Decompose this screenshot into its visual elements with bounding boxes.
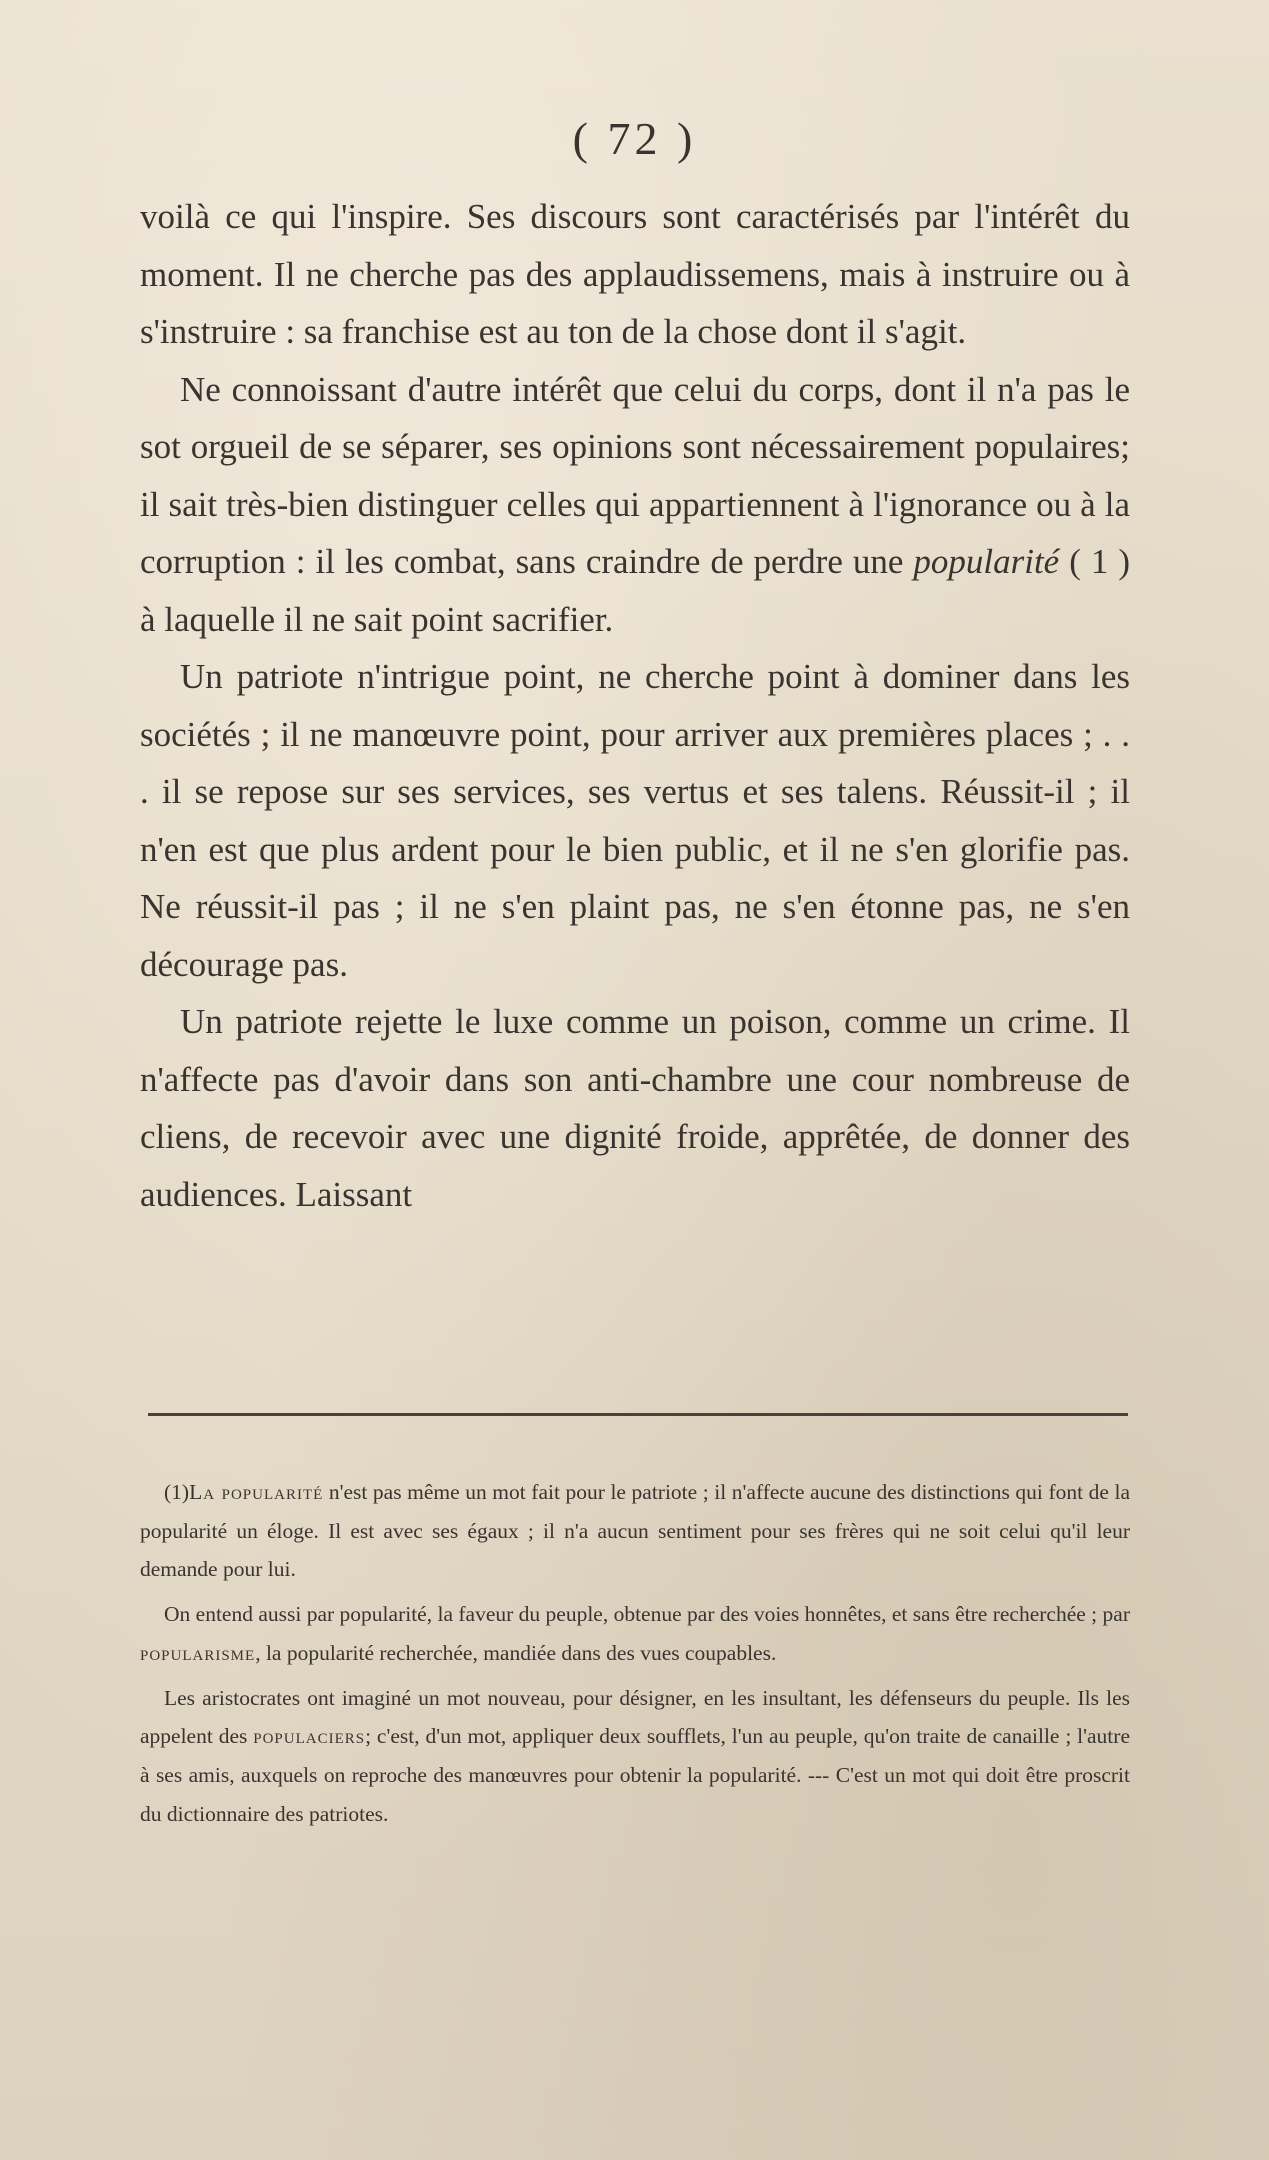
footnotes [140, 1473, 1130, 1839]
main-text [140, 188, 1130, 1223]
footnote-1-marker: (1) [164, 1480, 190, 1504]
footnote-3-term: populaciers [253, 1724, 366, 1749]
footnote-2 [140, 1595, 1130, 1672]
footnote-2-text-a: On entend aussi par popularité, la faveur du peuple, obtenue par des voies honnêtes, et sans être recherchée ; par [164, 1602, 1130, 1627]
footnote-2-text-b: , la popularité recherchée, mandiée dans des vues coupables. [255, 1640, 777, 1665]
footnote-3 [140, 1679, 1130, 1834]
footnote-1 [140, 1473, 1130, 1589]
footnote-1-text: n'est pas même un mot fait pour le patriote ; il n'affecte aucune des distinctions qui font de la popularité un éloge. Il est avec ses égaux ; il n'a aucun sentiment pour ses frères qui ne soit celui qu'il leur demande pour lui. [140, 1480, 1130, 1582]
popularite-emphasis: popularité [913, 542, 1060, 581]
paragraph-4: Un patriote rejette le luxe comme un poison, comme un crime. Il n'affecte pas d'avoir dans son anti-chambre une cour nombreuse de cliens, de recevoir avec une dignité froide, apprêtée, de donner des audiences. Laissant [140, 1002, 1130, 1214]
paragraph-1: voilà ce qui l'inspire. Ses discours sont caractérisés par l'intérêt du moment. Il ne cherche pas des applaudissemens, mais à instruire ou à s'instruire : sa franchise est au ton de la chose dont il s'agit. [140, 197, 1130, 351]
footnote-3-text-a: Les aristocrates ont imaginé un mot nouveau, pour désigner, en les insultant, les défenseurs du peuple. Ils les appelent des [140, 1685, 1130, 1749]
paragraph-2-text-b: à laquelle il ne sait point sacrifier. [140, 599, 614, 639]
paragraph-2 [140, 361, 1130, 649]
paragraph-2-text-a: Ne connoissant d'autre intérêt que celui du corps, dont il n'a pas le sot orgueil de se séparer, ses opinions sont nécessairement populaires; il sait très-bien distinguer celles qui appartiennent à l'ignorance ou à la corruption : il les combat, sans craindre de perdre une [140, 369, 1130, 581]
footnote-reference: ( 1 ) [1069, 542, 1131, 581]
footnote-2-term: popularisme [140, 1640, 256, 1665]
footnote-3-text-b: ; c'est, d'un mot, appliquer deux soufflets, l'un au peuple, qu'on traite de canaille ; l'autre à ses amis, auxquels on reproche des manœuvres pour obtenir la popularité. --- C'est un mot qui doit être proscrit du dictionnaire des patriotes. [140, 1724, 1130, 1826]
page-number: ( 72 ) [572, 113, 697, 164]
paragraph-3: Un patriote n'intrigue point, ne cherche point à dominer dans les sociétés ; il ne manœuvre point, pour arriver aux premières places ; . . . il se repose sur ses services, ses vertus et ses talens. Réussit-il ; il n'en est que plus ardent pour le bien public, et il ne s'en glorifie pas. Ne réussit-il pas ; il ne s'en plaint pas, ne s'en étonne pas, ne s'en décourage pas. [140, 657, 1130, 984]
footnote-1-term: La popularité [189, 1480, 324, 1504]
footnote-divider [148, 1413, 1128, 1416]
